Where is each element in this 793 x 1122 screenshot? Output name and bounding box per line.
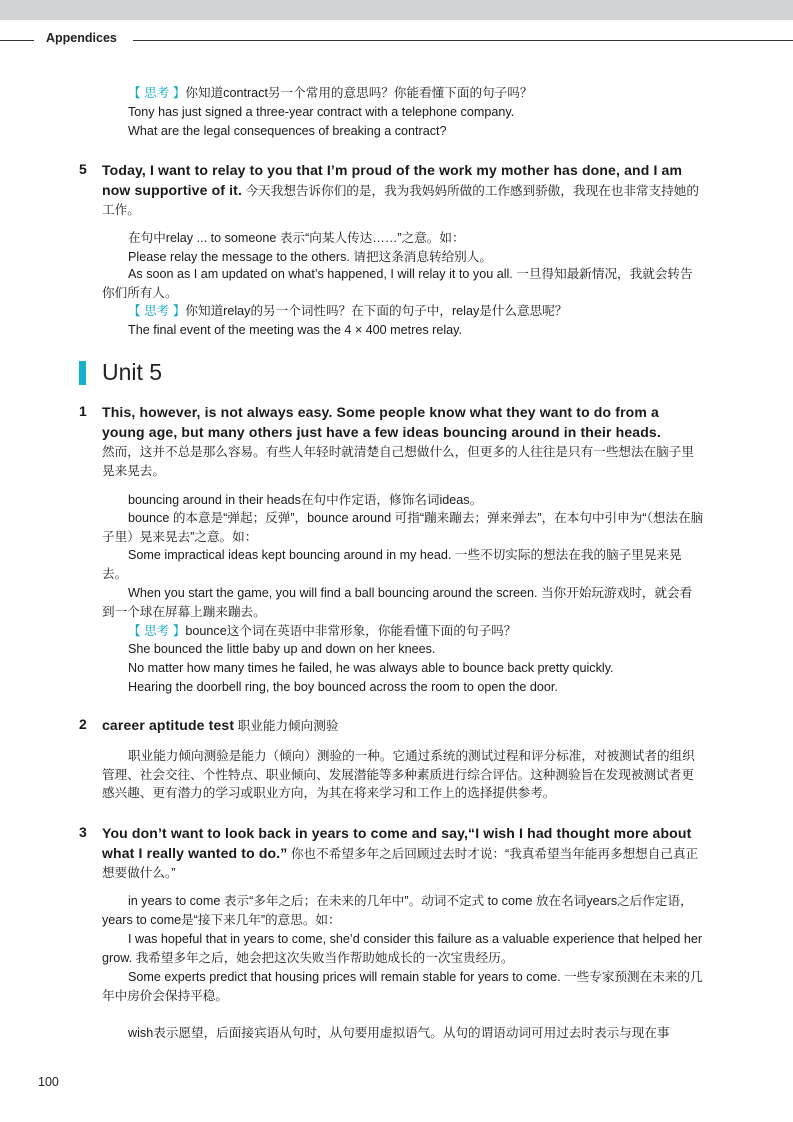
example-sentence: Some impractical ideas kept bouncing around in my head. 一些不切实际的想法在我的脑子里晃来晃去。 (102, 548, 682, 581)
example-sentence: Tony has just signed a three-year contract with a telephone company. (128, 105, 515, 119)
example-sentence: What are the legal consequences of breaking a contract? (128, 124, 447, 138)
example-sentence: When you start the game, you will find a ball bouncing around the screen. 当你开始玩游戏时，就会看到一个球在屏幕上蹦来蹦去。 (102, 586, 693, 619)
unit-accent-bar (79, 361, 86, 385)
note-text: 在句中relay ... to someone 表示“向某人传达……”之意。如： (128, 231, 465, 245)
page-number: 100 (38, 1075, 59, 1089)
heading-english: You don’t want to look back in years to come and say,“I wish I had thought more about what I really wanted to do.” (102, 825, 692, 861)
think-tag: 【 思考 】 (128, 86, 186, 100)
note-text: in years to come 表示“多年之后；在未来的几年中”。动词不定式 to come 放在名词years之后作定语，years to come是“接下来几年”的意思。如： (102, 894, 693, 927)
item-heading (102, 824, 704, 883)
item-heading (102, 716, 704, 736)
header-rule-left (0, 40, 34, 41)
think-text: bounce这个词在英语中非常形象，你能看懂下面的句子吗？ (185, 624, 517, 638)
paragraph: 职业能力倾向测验是能力（倾向）测验的一种。它通过系统的测试过程和评分标准，对被测试者的组织管理、社会交往、个性特点、职业倾向、发展潜能等多种素质进行综合评估。这种测验旨在发现被测试者更感兴趣、更有潜力的学习或职业方向，为其在将来学习和工作上的选择提供参考。 (102, 749, 695, 801)
unit-title: Unit 5 (102, 359, 163, 385)
example-sentence: Some experts predict that housing prices will remain stable for years to come. 一些专家预测在未来的几年中房价会保持平稳。 (102, 970, 703, 1003)
heading-english: career aptitude test (102, 717, 235, 733)
think-tag: 【 思考 】 (128, 624, 186, 638)
note-text: bounce 的本意是“弹起；反弹”，bounce around 可指“蹦来蹦去；弹来弹去”，在本句中引申为“（想法在脑子里）晃来晃去”之意。如： (102, 511, 704, 544)
example-sentence: I was hopeful that in years to come, she’d consider this failure as a valuable experience that helped her grow. 我希望多年之后，她会把这次失败当作帮助她成长的一次宝贵经历。 (102, 932, 703, 965)
example-sentence: She bounced the little baby up and down on her knees. (128, 642, 436, 656)
header-rule-right (133, 40, 793, 41)
item-heading (102, 403, 704, 481)
section-title: Appendices (46, 31, 117, 45)
item-number: 1 (79, 403, 87, 419)
heading-chinese: 职业能力倾向测验 (237, 719, 339, 733)
heading-chinese: 然而，这并不总是那么容易。有些人年轻时就清楚自己想做什么，但更多的人往往是只有一些想法在脑子里晃来晃去。 (102, 445, 694, 478)
item-number: 3 (79, 824, 87, 840)
top-bar (0, 0, 793, 20)
example-sentence: As soon as I am updated on what’s happened, I will relay it to you all. 一旦得知最新情况，我就会转告你们所有人。 (102, 267, 693, 300)
think-text: 你知道relay的另一个词性吗？在下面的句子中，relay是什么意思呢？ (185, 304, 568, 318)
example-sentence: No matter how many times he failed, he was always able to bounce back pretty quickly. (128, 661, 614, 675)
running-header (0, 30, 793, 50)
item-heading (102, 161, 704, 220)
heading-english: Today, I want to relay to you that I’m proud of the work my mother has done, and I am now supportive of it. (102, 162, 683, 198)
heading-english: This, however, is not always easy. Some people know what they want to do from a young age, but many others just have a few ideas bouncing around in their heads. (102, 404, 661, 440)
example-sentence: Hearing the doorbell ring, the boy bounced across the room to open the door. (128, 680, 558, 694)
think-prompt (128, 622, 516, 640)
item-number: 5 (79, 161, 87, 177)
heading-chinese: 今天我想告诉你们的是，我为我妈妈所做的工作感到骄傲，我现在也非常支持她的工作。 (102, 184, 699, 217)
example-sentence: The final event of the meeting was the 4 × 400 metres relay. (128, 323, 463, 337)
note-text: wish表示愿望，后面接宾语从句时，从句要用虚拟语气。从句的谓语动词可用过去时表示与现在事 (128, 1026, 670, 1040)
heading-chinese: 你也不希望多年之后回顾过去时才说：“我真希望当年能再多想想自己真正想要做什么。” (102, 847, 699, 880)
think-prompt (128, 84, 532, 102)
think-prompt (128, 302, 567, 320)
example-sentence: Please relay the message to the others. 请把这条消息转给别人。 (128, 250, 492, 264)
note-text: bouncing around in their heads在句中作定语，修饰名词ideas。 (128, 493, 483, 507)
think-tag: 【 思考 】 (128, 304, 186, 318)
think-text: 你知道contract另一个常用的意思吗？你能看懂下面的句子吗？ (185, 86, 533, 100)
item-number: 2 (79, 716, 87, 732)
